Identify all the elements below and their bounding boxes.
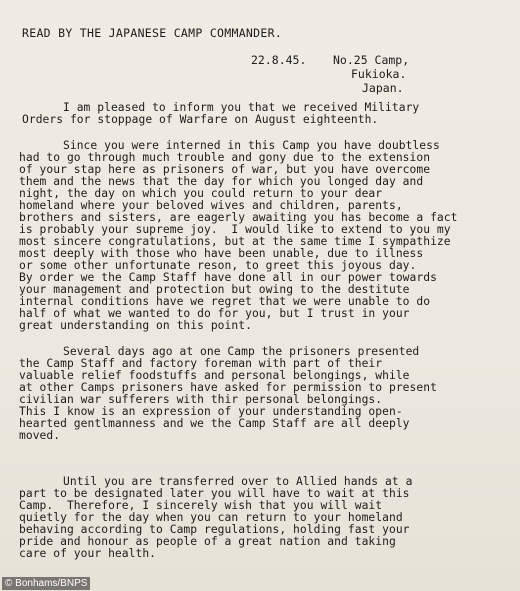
text-line: Since you were interned in this Camp you have doubtless (63, 139, 440, 152)
text-line: night, the day on which you could return to your dear (19, 187, 383, 200)
text-line: pride and honour as people of a great nation and taking (19, 535, 396, 548)
text-line: had to go through much trouble and gony due to the extension (19, 151, 431, 164)
text-line: half of what we wanted to do for you, but I trust in your (19, 307, 410, 320)
text-line: I am pleased to inform you that we received Military (63, 101, 420, 114)
text-line: most deeply with those who have been unable, due to illness (19, 247, 424, 260)
text-line: at other Camps prisoners have asked for permission to present (19, 381, 437, 394)
text-line: By order we the Camp Staff have done all in our power towards (19, 271, 437, 284)
text-line: most sincere congratulations, but at the same time I sympathize (19, 235, 451, 248)
text-line: care of your health. (19, 547, 157, 560)
text-line: is probably your supreme joy. I would like to extend to you my (19, 223, 451, 236)
text-line: your management and protection but owing to the destitute (19, 283, 410, 296)
document-heading: READ BY THE JAPANESE CAMP COMMANDER. (22, 26, 283, 40)
country-text: Japan. (362, 81, 404, 95)
text-line: valuable relief foodstuffs and personal belongings, while (19, 369, 410, 382)
text-line: great understanding on this point. (19, 319, 252, 332)
text-line: internal conditions have we regret that we were unable to do (19, 295, 431, 308)
text-line: the Camp Staff and factory foreman with part of their (19, 357, 383, 370)
text-line: Camp. Therefore, I sincerely wish that you will wait (19, 499, 383, 512)
text-line: Until you are transferred over to Allied hands at a (63, 475, 413, 488)
text-line: Several days ago at one Camp the prisoners presented (63, 345, 420, 358)
date-text: 22.8.45. (251, 53, 307, 67)
text-line: homeland where your beloved wives and children, parents, (19, 199, 403, 212)
text-line: quietly for the day when you can return to your homeland (19, 511, 403, 524)
copyright-watermark: © Bonhams/BNPS (2, 577, 90, 590)
text-line: brothers and sisters, are eagerly awaiting you has become a fact (19, 211, 458, 224)
text-line: behaving according to Camp regulations, holding fast your (19, 523, 410, 536)
text-line: hearted gentlmanness and we the Camp Staff are all deeply (19, 417, 410, 430)
text-line: them and the news that the day for which you longed day and (19, 175, 424, 188)
text-line: civilian war sufferers with thir personal belongings. (19, 393, 383, 406)
text-line: moved. (19, 429, 61, 442)
text-line: This I know is an expression of your understanding open- (19, 405, 403, 418)
text-line: or some other unfortunate reson, to greet this joyous day. (19, 259, 417, 272)
text-line: Orders for stoppage of Warfare on August eighteenth. (22, 113, 379, 126)
text-line: part to be designated later you will have to wait at this (19, 487, 410, 500)
text-line: of your stap here as prisoners of war, but you have overcome (19, 163, 431, 176)
camp-text: No.25 Camp, (333, 53, 410, 67)
city-text: Fukioka. (351, 67, 407, 81)
